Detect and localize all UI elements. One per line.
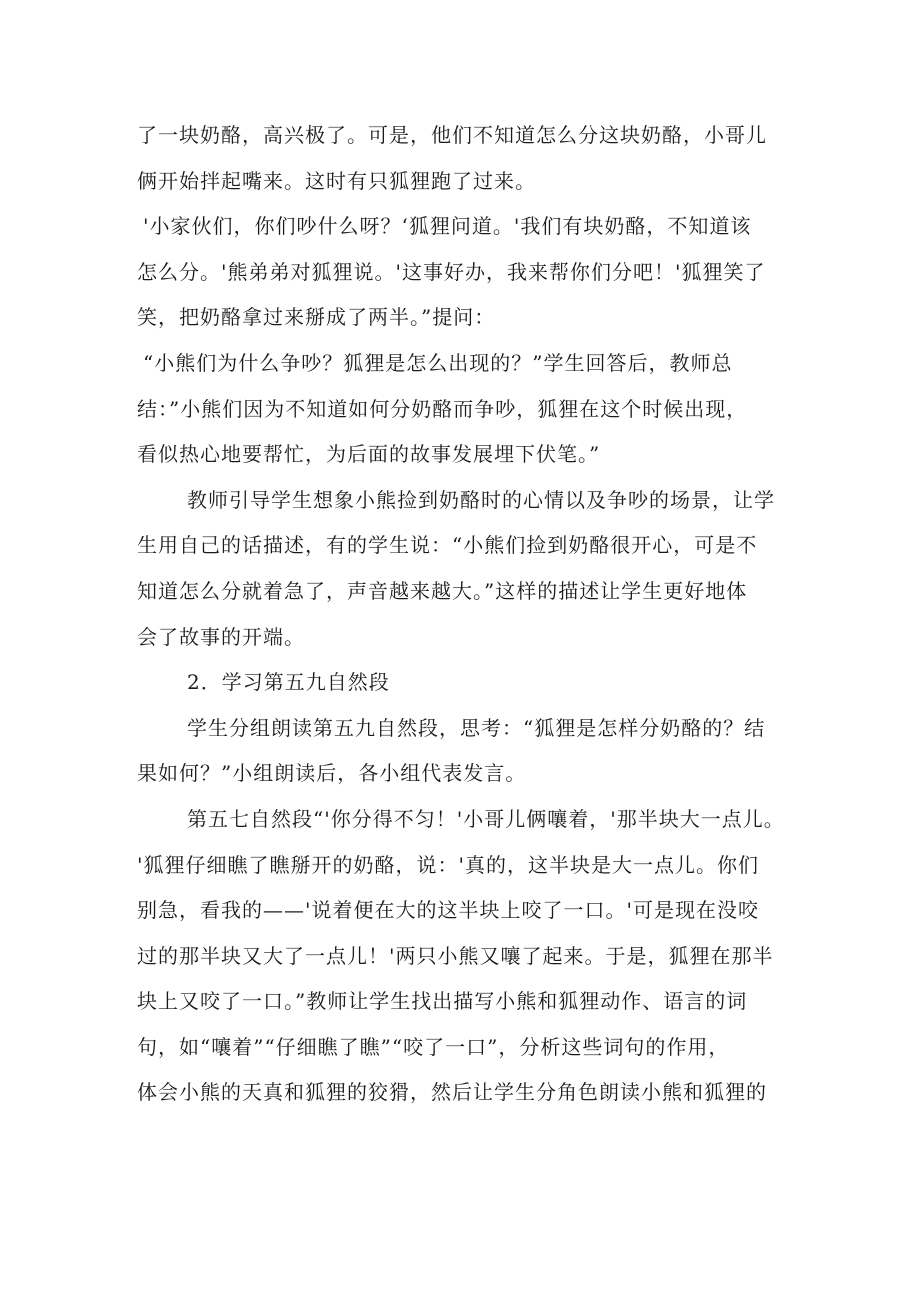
text-line: 体会小熊的天真和狐狸的狡猾，然后让学生分角色朗读小熊和狐狸的 (137, 1080, 767, 1105)
text-line: “小熊们为什么争吵？狐狸是怎么出现的？”学生回答后，教师总 (143, 350, 733, 375)
text-line: 块上又咬了一口。”教师让学生找出描写小熊和狐狸动作、语言的词 (137, 989, 748, 1014)
text-line: 果如何？”小组朗读后，各小组代表发言。 (137, 761, 527, 786)
text-line: 俩开始拌起嘴来。这时有只狐狸跑了过来。 (137, 168, 536, 193)
text-line: 生用自己的话描述，有的学生说：“小熊们捡到奶酪很开心，可是不 (137, 533, 758, 558)
text-line: 会了故事的开端。 (137, 624, 305, 649)
text-line: 怎么分。'熊弟弟对狐狸说。'这事好办，我来帮你们分吧！'狐狸笑了 (137, 259, 766, 284)
text-line: '狐狸仔细瞧了瞧掰开的奶酪，说：'真的，这半块是大一点儿。你们 (137, 852, 759, 877)
text-line: 知道怎么分就着急了，声音越来越大。”这样的描述让学生更好地体 (137, 578, 748, 603)
text-line: 结：”小熊们因为不知道如何分奶酪而争吵，狐狸在这个时候出现， (137, 396, 748, 421)
text-line: '小家伙们，你们吵什么呀？‘狐狸问道。'我们有块奶酪，不知道该 (143, 214, 752, 239)
text-line: 教师引导学生想象小熊捡到奶酪时的心情以及争吵的场景，让学 (187, 487, 775, 512)
text-line: 句，如“嚷着”“仔细瞧了瞧”“咬了一口”，分析这些词句的作用， (137, 1034, 730, 1059)
text-line: 第五七自然段“'你分得不匀！'小哥儿俩嚷着，'那半块大一点儿。 (187, 806, 785, 831)
text-line: 学生分组朗读第五九自然段，思考：“狐狸是怎样分奶酪的？结 (187, 715, 766, 740)
section-heading: 2．学习第五九自然段 (187, 670, 390, 695)
body-text (137, 113, 797, 1116)
text-line: 了一块奶酪，高兴极了。可是，他们不知道怎么分这块奶酪，小哥儿 (137, 123, 767, 147)
text-line: 过的那半块又大了一点儿！'两只小熊又嚷了起来。于是，狐狸在那半 (137, 943, 774, 968)
text-line: 看似热心地要帮忙，为后面的故事发展埋下伏笔。” (137, 442, 601, 467)
text-line: 笑，把奶酪拿过来掰成了两半。”提问： (137, 305, 496, 330)
text-line: 别急，看我的——'说着便在大的这半块上咬了一口。'可是现在没咬 (137, 898, 759, 923)
